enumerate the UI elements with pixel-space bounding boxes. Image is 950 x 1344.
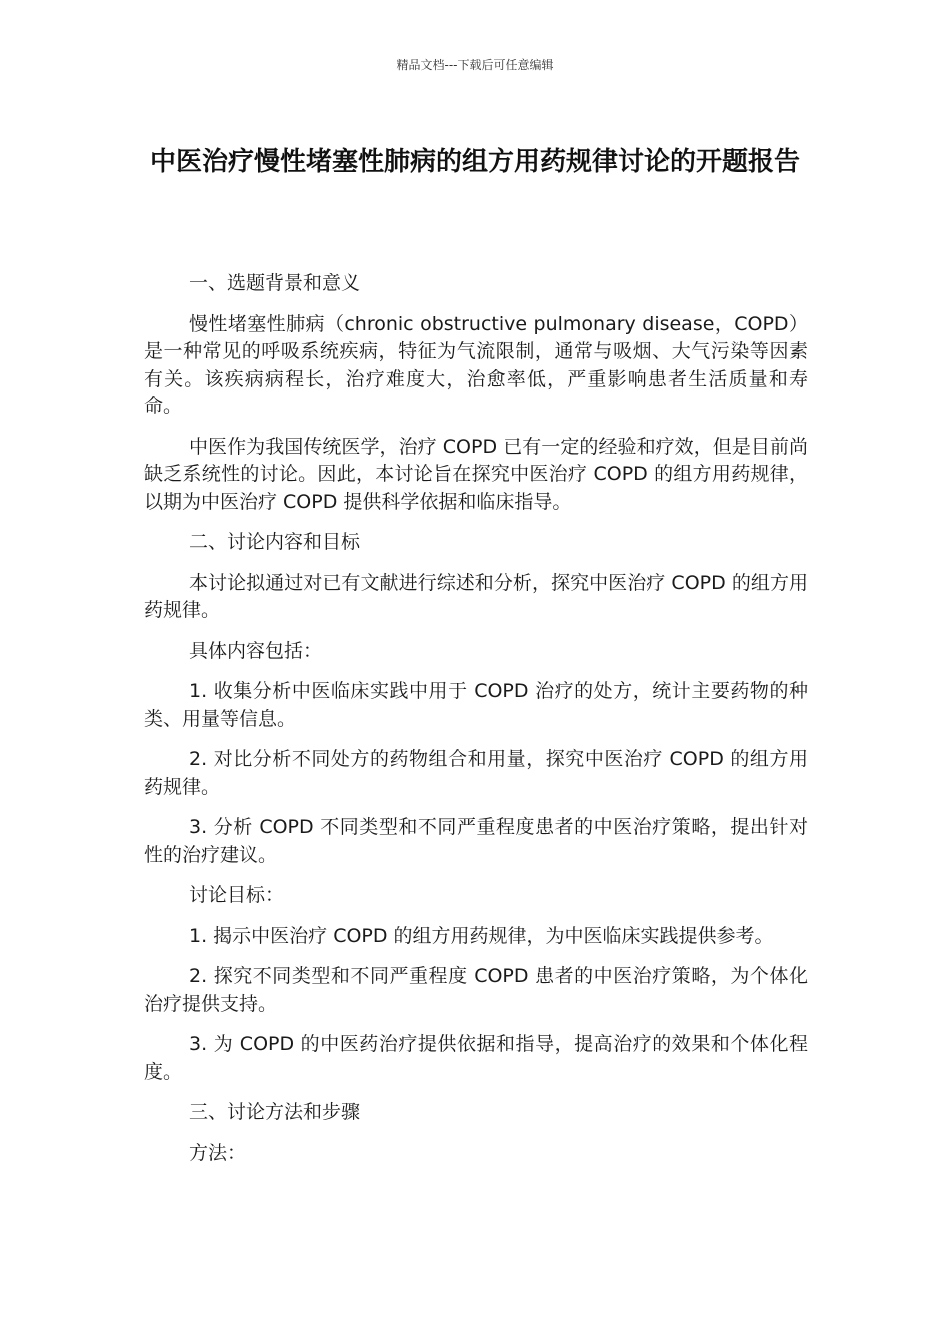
subheading-goals: 讨论目标： <box>189 884 285 906</box>
paragraph-copd-definition: 慢性堵塞性肺病（chronic obstructive pulmonary disease，COPD）是一种常见的呼吸系统疾病，特征为气流限制，通常与吸烟、大气污染等因素有关。该疾病病程长，治疗难度大，治愈率低，严重影响患者生活质量和寿命。 <box>144 312 808 417</box>
list-item-goal-2: 2. 探究不同类型和不同严重程度 COPD 患者的中医治疗策略，为个体化治疗提供支持。 <box>144 965 808 1015</box>
paragraph-study-approach: 本讨论拟通过对已有文献进行综述和分析，探究中医治疗 COPD 的组方用药规律。 <box>144 571 808 621</box>
section-heading-content-goals: 二、讨论内容和目标 <box>189 531 361 553</box>
document-title: 中医治疗慢性堵塞性肺病的组方用药规律讨论的开题报告 <box>149 147 800 177</box>
section-heading-background: 一、选题背景和意义 <box>189 272 361 294</box>
list-item-content-2: 2. 对比分析不同处方的药物组合和用量，探究中医治疗 COPD 的组方用药规律。 <box>144 748 808 798</box>
list-item-goal-3: 3. 为 COPD 的中医药治疗提供依据和指导，提高治疗的效果和个体化程度。 <box>144 1033 808 1083</box>
subheading-specific-content: 具体内容包括： <box>189 639 323 662</box>
subheading-methods: 方法： <box>189 1141 247 1164</box>
paragraph-tcm-motivation: 中医作为我国传统医学，治疗 COPD 已有一定的经验和疗效，但是目前尚缺乏系统性的讨论。因此，本讨论旨在探究中医治疗 COPD 的组方用药规律，以期为中医治疗 COPD 提供科学依据和临床指导。 <box>144 435 808 513</box>
page-header: 精品文档---下载后可任意编辑 <box>396 58 554 72</box>
list-item-content-3: 3. 分析 COPD 不同类型和不同严重程度患者的中医治疗策略，提出针对性的治疗建议。 <box>144 816 808 866</box>
section-heading-methods: 三、讨论方法和步骤 <box>189 1101 361 1123</box>
list-item-goal-1: 1. 揭示中医治疗 COPD 的组方用药规律，为中医临床实践提供参考。 <box>189 924 774 947</box>
list-item-content-1: 1. 收集分析中医临床实践中用于 COPD 治疗的处方，统计主要药物的种类、用量等信息。 <box>144 680 808 730</box>
document-body <box>144 270 808 1180</box>
